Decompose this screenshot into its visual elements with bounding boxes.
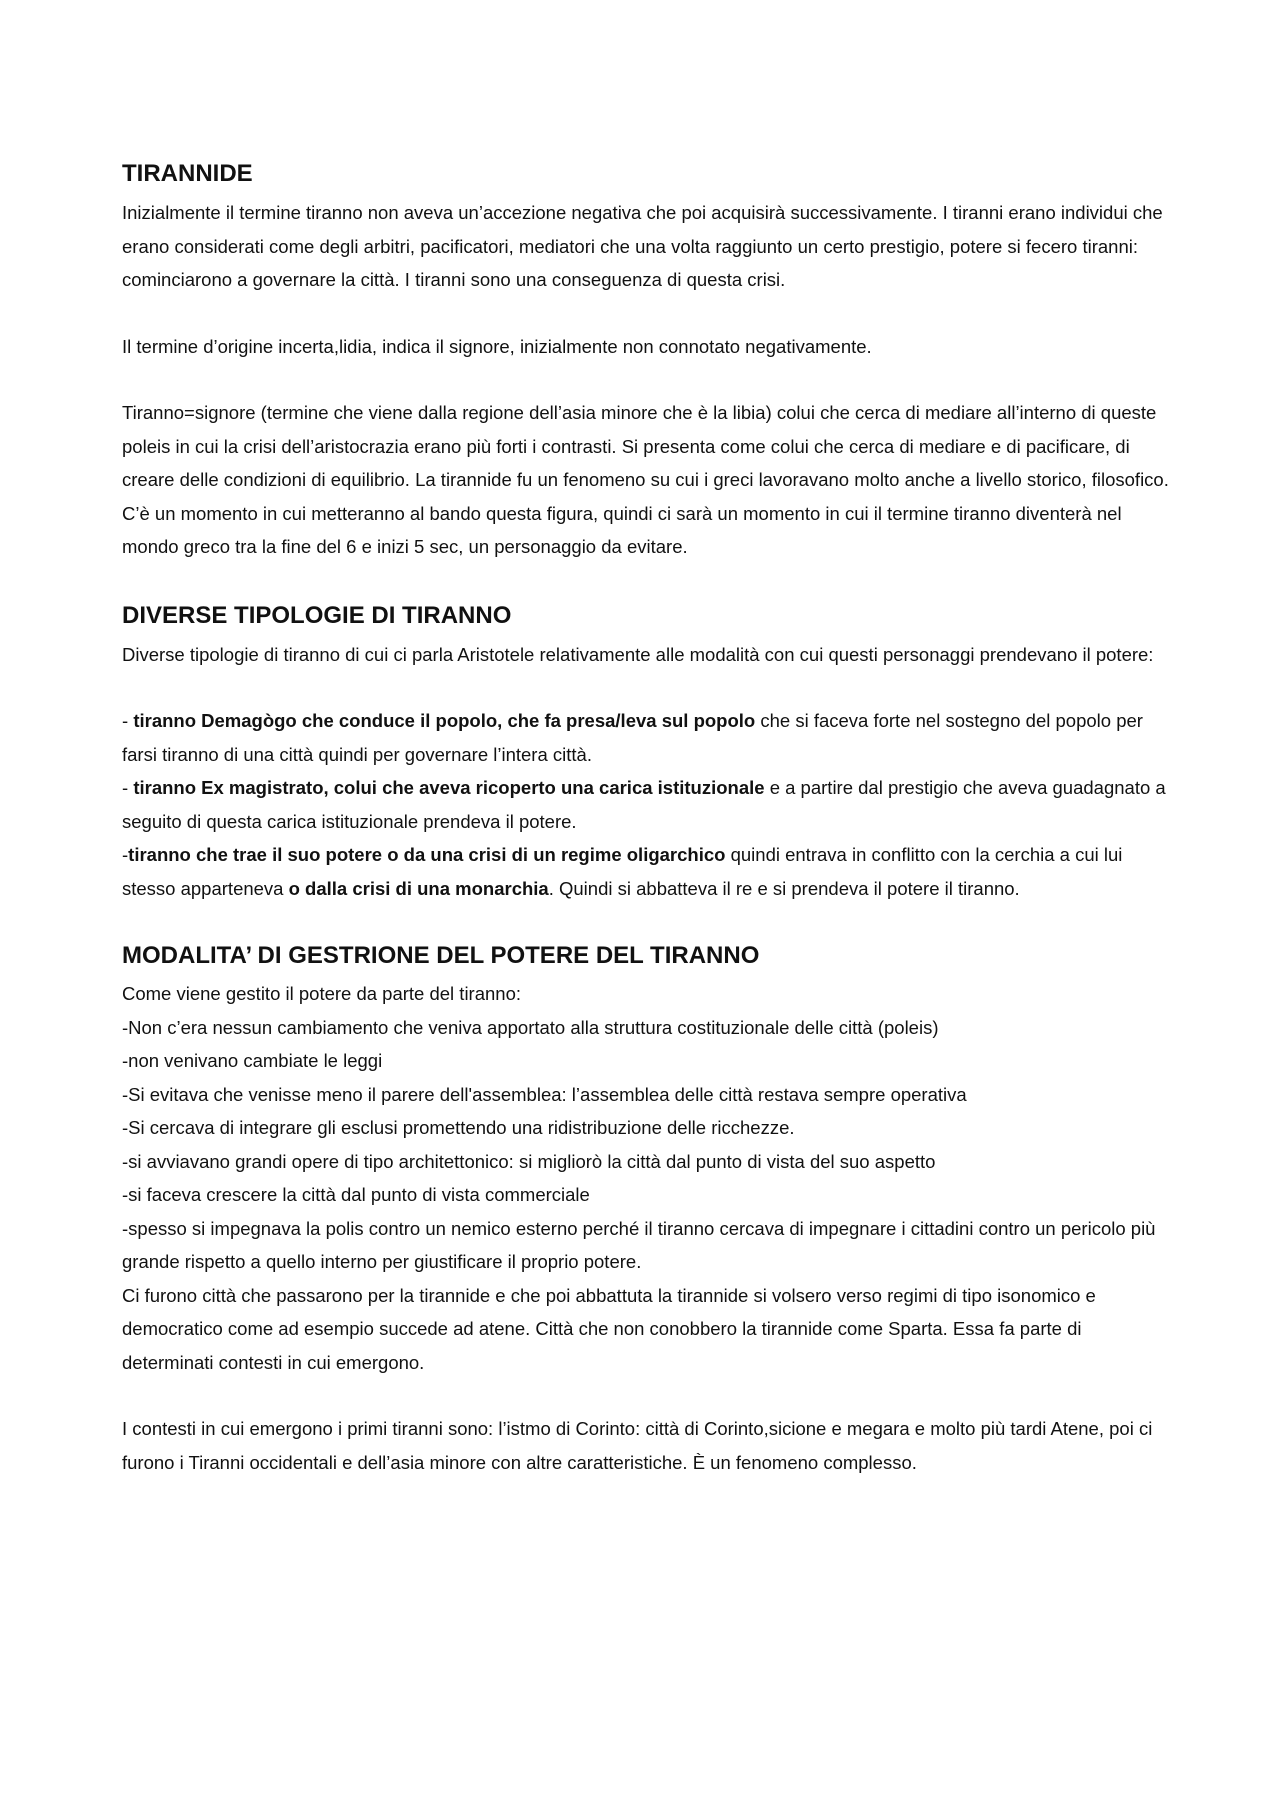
spacer: [122, 363, 1170, 396]
section-title-tipologie: DIVERSE TIPOLOGIE DI TIRANNO: [122, 601, 512, 629]
list-item: -si avviavano grandi opere di tipo architettonico: si migliorò la città dal punto di vista del suo aspetto: [122, 1150, 936, 1172]
list-item: - tiranno Ex magistrato, colui che aveva ricoperto una carica istituzionale e a partire dal prestigio che aveva guadagnato a seguito di questa carica istituzionale prendeva il potere.: [122, 777, 1166, 832]
list-item: -Si cercava di integrare gli esclusi promettendo una ridistribuzione delle ricchezze.: [122, 1117, 795, 1138]
spacer: [122, 297, 1170, 330]
section-title-modalita: MODALITA’ DI GESTRIONE DEL POTERE DEL TIRANNO: [122, 942, 760, 969]
paragraph: Inizialmente il termine tiranno non aveva un’accezione negativa che poi acquisirà successivamente. I tiranni erano individui che erano considerati come degli arbitri, pacificatori, mediatori che una volta raggiunto un certo prestigio, potere si fecero tiranni: cominciarono a governare la città. I tiranni sono una conseguenza di questa crisi.: [122, 202, 1163, 290]
spacer: [122, 1379, 1170, 1412]
list-item: -spesso si impegnava la polis contro un nemico esterno perché il tiranno cercava di impegnare i cittadini contro un pericolo più grande rispetto a quello interno per giustificare il proprio potere.: [122, 1217, 1156, 1272]
paragraph: Tiranno=signore (termine che viene dalla regione dell’asia minore che è la libia) colui che cerca di mediare all’interno di queste poleis in cui la crisi dell’aristocrazia erano più forti i contrasti. Si presenta come colui che cerca di mediare e di pacificare, di creare delle condizioni di equilibrio. La tirannide fu un fenomeno su cui i greci lavoravano molto anche a livello storico, filosofico. C’è un momento in cui metteranno al bando questa figura, quindi ci sarà un momento in cui il termine tiranno diventerà nel mondo greco tra la fine del 6 e inizi 5 sec, un personaggio da evitare.: [122, 402, 1169, 557]
spacer: [122, 564, 1170, 594]
list-item: -Si evitava che venisse meno il parere dell'assemblea: l’assemblea delle città restava sempre operativa: [122, 1083, 967, 1105]
list-item: -Non c’era nessun cambiamento che veniva apportato alla struttura costituzionale delle città (poleis): [122, 1016, 939, 1038]
paragraph: Ci furono città che passarono per la tirannide e che poi abbattuta la tirannide si volsero verso regimi di tipo isonomico e democratico come ad esempio succede ad atene. Città che non conobbero la tirannide come Sparta. Essa fa parte di determinati contesti in cui emergono.: [122, 1284, 1096, 1373]
paragraph: I contesti in cui emergono i primi tiranni sono: l’istmo di Corinto: città di Corinto,sicione e megara e molto più tardi Atene, poi ci furono i Tiranni occidentali e dell’asia minore con altre caratteristiche. È un fenomeno complesso.: [122, 1418, 1153, 1473]
paragraph: Diverse tipologie di tiranno di cui ci parla Aristotele relativamente alle modalità con cui questi personaggi prendevano il potere:: [122, 643, 1154, 665]
list-item: - tiranno Demagògo che conduce il popolo, che fa presa/leva sul popolo che si faceva forte nel sostegno del popolo per farsi tiranno di una città quindi per governare l’intera città.: [122, 710, 1143, 765]
spacer: [122, 905, 1170, 935]
list-item: -non venivano cambiate le leggi: [122, 1050, 383, 1071]
list-item: -tiranno che trae il suo potere o da una crisi di un regime oligarchico quindi entrava in conflitto con la cerchia a cui lui stesso apparteneva o dalla crisi di una monarchia. Quindi si abbatteva il re e si prendeva il potere il tiranno.: [122, 844, 1123, 899]
paragraph: Il termine d’origine incerta,lidia, indica il signore, inizialmente non connotato negativamente.: [122, 335, 872, 357]
spacer: [122, 671, 1170, 704]
list-item: Come viene gestito il potere da parte del tiranno:: [122, 983, 522, 1004]
section-title-tirannide: TIRANNIDE: [122, 160, 253, 187]
list-item: -si faceva crescere la città dal punto di vista commerciale: [122, 1184, 590, 1205]
